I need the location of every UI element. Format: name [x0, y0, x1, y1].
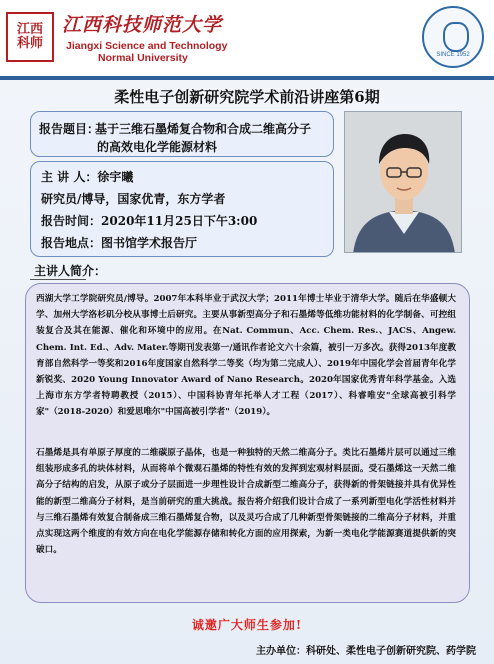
intro-heading: 主讲人简介：: [34, 264, 107, 278]
university-name-en-line1: Jiangxi Science and Technology: [66, 40, 228, 52]
university-emblem-logo: [422, 6, 484, 68]
header-divider: [0, 76, 494, 80]
university-calligraphy-name: 江西科技师范大学: [62, 14, 223, 36]
abstract-paragraph: 石墨烯是具有单原子厚度的二维碳原子晶体，也是一种独特的天然二维高分子。类比石墨烯片层可以通过三维组装形成多孔的块体材料，从而将单个微观石墨烯的特性有效的发挥到宏观材料层面。受石墨烯这一天然二维高分子结构的启发，从原子或分子层面进一步理性设计合成新型二维高分子，获得新的骨架链接并具有优异性能的新型二维高分子材料，是当前研究的重大挑战。报告将介绍我们设计合成了一系列新型电化学活性材料并与三维石墨烯有效复合制备成三维石墨烯复合物，以及灵巧合成了几种新型骨架链接的二维高分子材料，并重点实现这两个维度的有效方向在电化学能源存储和转化方面的应用探索，为新一类电化学能源赛道提供新的突破口。: [36, 448, 456, 556]
emblem-since-text: SINCE 1952: [436, 52, 470, 58]
invitation-text: 诚邀广大师生参加!: [191, 618, 303, 632]
page-header: [0, 0, 494, 76]
speaker-label: 主 讲 人：: [41, 170, 98, 184]
place-row: [41, 234, 197, 251]
speaker-titles: 研究员/博导，国家优青，东方学者: [41, 192, 226, 206]
time-value: 2020年11月25日下午3:00: [101, 214, 258, 228]
intro-heading-underline: [30, 279, 86, 280]
university-name-en-line2: Normal University: [98, 52, 188, 64]
bio-paragraph: 西湖大学工学院研究员/博导。2007年本科毕业于武汉大学；2011年博士毕业于清华大学。随后在华盛顿大学、加州大学洛杉矶分校从事博士后研究。主要从事新型高分子和石墨烯等低维功能材料的化学制备、可控组装复合及其在能源、催化和环境中的应用。在Nat. Commun、Acc. Chem. Res.、JACS、Angew. Chem. Int. Ed.、Adv. Mater.等期刊发表第一/通讯作者论文六十余篇，被引一万多次。获得2013年度教育部自然科学一等奖和2016年度国家自然科学二等奖（均为第二完成人）、2019年中国化学会首届青年化学新锐奖、2020 Young Innovator Award of Nano Research。2020年国家优秀青年科学基金。入选上海市东方学者特聘教授（2015）、中国科协青年托举人才工程（2017）、科睿唯安"全球高被引科学家"（2018-2020）和爱思唯尔"中国高被引学者"（2019）。: [36, 294, 456, 418]
organizer-text: 主办单位：科研处、柔性电子创新研究院、药学院: [256, 646, 476, 657]
place-value: 图书馆学术报告厅: [101, 236, 198, 250]
emblem-figure-icon: [443, 22, 469, 52]
speaker-info-box: [30, 161, 334, 257]
place-label: 报告地点：: [41, 236, 102, 250]
time-label: 报告时间：: [41, 214, 102, 228]
speaker-photo: [344, 111, 462, 253]
speaker-portrait-image: [345, 112, 462, 253]
topic-label: 报告题目：: [39, 122, 100, 136]
time-row: [41, 212, 257, 229]
university-seal-logo: 江西 科师: [6, 12, 54, 62]
topic-box: [30, 111, 334, 157]
speaker-row: [41, 168, 133, 185]
speaker-name: 徐宇曦: [97, 170, 134, 184]
topic-title-line2: 的高效电化学能源材料: [97, 140, 218, 154]
lecture-title: 柔性电子创新研究院学术前沿讲座第6期: [114, 88, 380, 106]
topic-title-line1: 基于三维石墨烯复合物和合成二维高分子: [95, 122, 312, 136]
